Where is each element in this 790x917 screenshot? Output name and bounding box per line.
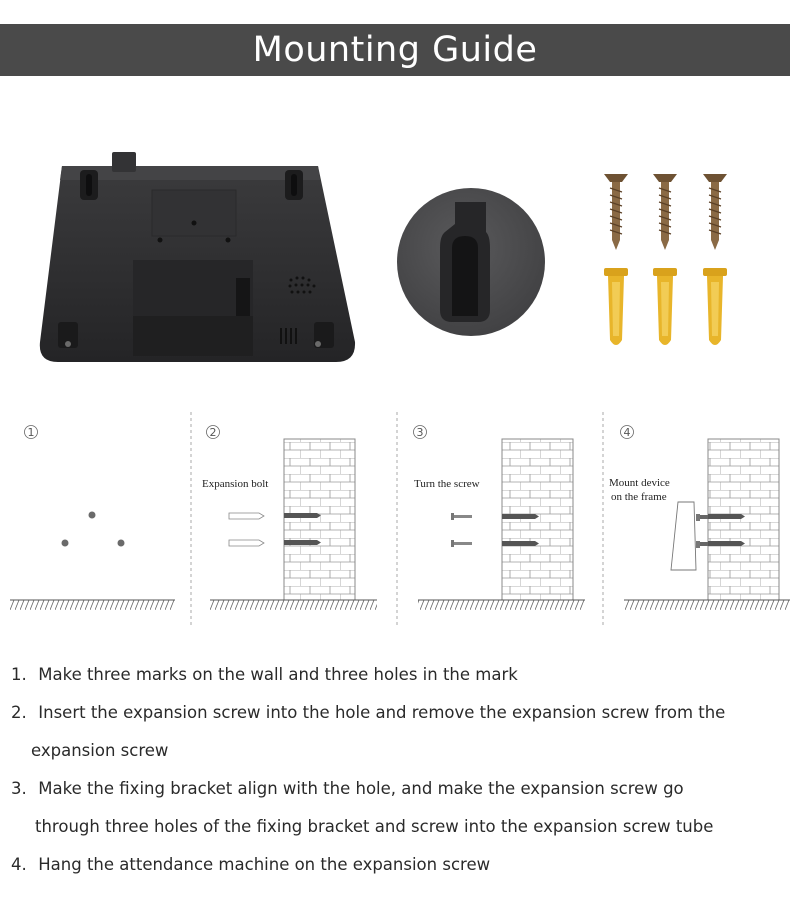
expansion-anchors-set xyxy=(604,268,727,345)
step-3-number: 3 xyxy=(416,426,424,439)
expansion-bolt-1 xyxy=(229,513,264,519)
step-4-label-line-1: Mount device xyxy=(609,477,670,489)
instruction-number: 4. xyxy=(11,855,27,874)
mounted-device xyxy=(671,502,696,570)
instruction-text-continued: expansion screw xyxy=(31,741,169,760)
instruction-text: Make the fixing bracket align with the hole, and make the expansion screw go xyxy=(38,779,684,798)
step-2-label: Expansion bolt xyxy=(202,478,269,490)
instruction-number: 3. xyxy=(11,779,27,798)
instructions-list xyxy=(11,656,781,884)
step-3-label: Turn the screw xyxy=(414,478,480,490)
instruction-number: 2. xyxy=(11,703,27,722)
title-banner xyxy=(0,24,790,76)
screw-1 xyxy=(451,513,472,520)
screw-2 xyxy=(451,540,472,547)
product-photos xyxy=(0,140,790,380)
instruction-text: Hang the attendance machine on the expansion screw xyxy=(38,855,491,874)
instruction-item-1 xyxy=(11,656,781,694)
instruction-text: Insert the expansion screw into the hole and remove the expansion screw from the xyxy=(38,703,726,722)
screws-set xyxy=(604,174,727,250)
bracket-slot-closeup xyxy=(397,188,545,336)
step-2-diagram xyxy=(202,426,377,611)
step-3-diagram xyxy=(414,426,586,611)
step-2-number: 2 xyxy=(209,426,217,439)
step-4-diagram xyxy=(609,426,790,611)
instruction-item-2 xyxy=(11,694,781,770)
expansion-bolt-2 xyxy=(229,540,264,546)
device-back-photo xyxy=(40,152,355,362)
instruction-text-continued: through three holes of the fixing bracket and screw into the expansion screw tube xyxy=(35,817,714,836)
page-title: Mounting Guide xyxy=(252,30,538,70)
instruction-text: Make three marks on the wall and three holes in the mark xyxy=(38,665,518,684)
instruction-item-3 xyxy=(11,770,781,846)
instruction-number: 1. xyxy=(11,665,27,684)
step-1-diagram xyxy=(10,426,175,611)
step-4-number: 4 xyxy=(623,426,631,439)
instruction-item-4 xyxy=(11,846,781,884)
step-1-number: 1 xyxy=(27,426,35,439)
step-diagrams xyxy=(0,410,790,630)
step-4-label-line-2: on the frame xyxy=(611,491,667,503)
